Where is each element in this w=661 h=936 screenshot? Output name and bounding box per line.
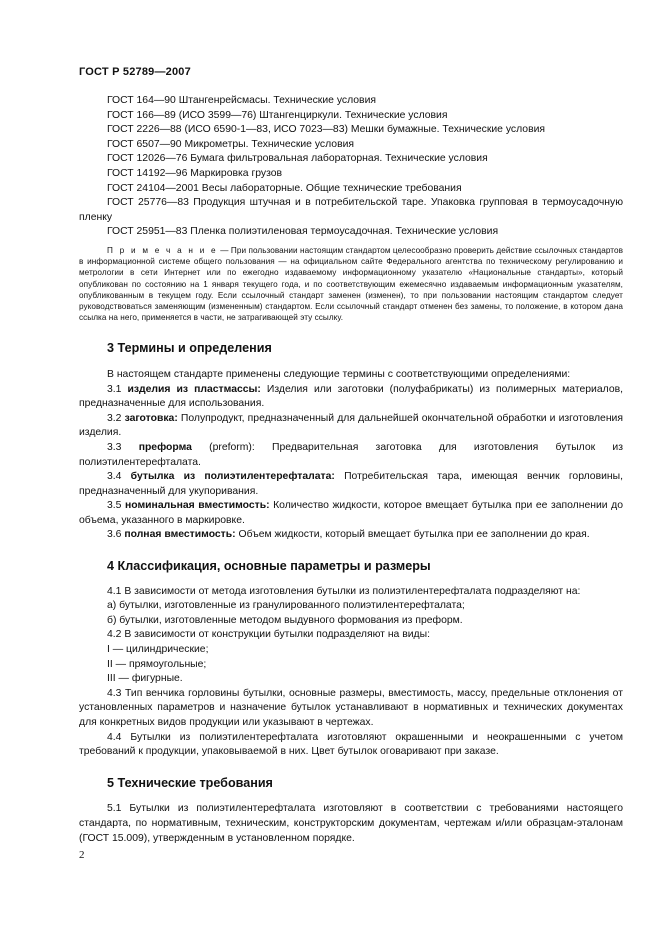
reference-item: ГОСТ 25951—83 Пленка полиэтиленовая термоусадочная. Технические условия (107, 226, 499, 238)
note-label: П р и м е ч а н и е (107, 245, 218, 255)
clause-4-2-iii: III — фигурные. (107, 673, 183, 685)
normative-references-list (79, 94, 623, 240)
clause-4-4: 4.4 Бутылки из полиэтилентерефталата изготовляют окрашенными и неокрашенными с учетом требований к продукции, упаковываемой в них. Цвет бутылок оговаривают при заказе. (79, 731, 623, 758)
section-3-intro: В настоящем стандарте применены следующие термины с соответствующими определениями: (107, 368, 571, 380)
clause-4-1-b: б) бутылки, изготовленные методом выдувного формования из преформ. (107, 614, 463, 626)
term-3-4: 3.4 бутылка из полиэтилентерефталата: Потребительская тара, имеющая венчик горловины, предназначенный для укупоривания. (79, 471, 623, 497)
reference-item: ГОСТ 14192—96 Маркировка грузов (107, 167, 283, 179)
note-text: — При пользовании настоящим стандартом целесообразно проверить действие ссылочных стандартов в информационной системе общего пользования — на официальном сайте Федерального агентства по техническому регулированию и метрологии в сети Интернет или по ежегодно издаваемому информационному указателю «Национальные стандарты», который опубликован по состоянию на 1 января текущего года, и по соответствующим ежемесячно издаваемым информационным указателям, опубликованным в текущем году. Если ссылочный стандарт заменен (изменен), то при пользовании настоящим стандартом следует руководствоваться заменяющим (измененным) стандартом. Если ссылочный стандарт отменен без замены, то положение, в котором дана ссылка на него, применяется в части, не затрагивающей эту ссылку. (79, 245, 623, 323)
reference-item: ГОСТ 25776—83 Продукция штучная и в потребительской таре. Упаковка групповая в термоусадочную пленку (79, 197, 623, 223)
term-3-2: 3.2 заготовка: Полупродукт, предназначенный для дальнейшей окончательной обработки и изготовления изделия. (79, 412, 623, 439)
clause-5-1: 5.1 Бутылки из полиэтилентерефталата изготовляют в соответствии с требованиями настоящего стандарта, по нормативным, техническим, конструкторским документам, чертежам и/или образцам-эталонам (ГОСТ 15.009), утвержденным в установленном порядке. (79, 803, 623, 844)
section-5-title: 5 Технические требования (107, 775, 273, 790)
reference-item: ГОСТ 164—90 Штангенрейсмасы. Технические условия (107, 95, 377, 106)
term-3-5: 3.5 номинальная вместимость: Количество жидкости, которое вмещает бутылка при ее заполнении до объема, указанного в маркировке. (79, 500, 623, 526)
clause-4-2: 4.2 В зависимости от конструкции бутылки подразделяют на виды: (107, 629, 430, 641)
clause-4-1: 4.1 В зависимости от метода изготовления бутылки из полиэтилентерефталата подразделяют на: (107, 585, 581, 597)
note-paragraph (79, 245, 623, 323)
section-4-title: 4 Классификация, основные параметры и размеры (107, 559, 431, 574)
reference-item: ГОСТ 6507—90 Микрометры. Технические условия (107, 138, 355, 150)
term-3-1: 3.1 изделия из пластмассы: Изделия или заготовки (полуфабрикаты) из полимерных материалов, предназначенные для использования. (79, 383, 624, 410)
reference-item: ГОСТ 2226—88 (ИСО 6590-1—83, ИСО 7023—83) Мешки бумажные. Технические условия (107, 124, 546, 136)
document-body (79, 94, 623, 846)
clause-4-2-ii: II — прямоугольные; (107, 658, 207, 670)
clause-4-1-a: а) бутылки, изготовленные из гранулированного полиэтилентерефталата; (107, 600, 465, 612)
term-3-6: 3.6 полная вместимость: Объем жидкости, который вмещает бутылка при ее заполнении до края. (107, 529, 590, 541)
reference-item: ГОСТ 166—89 (ИСО 3599—76) Штангенциркули. Технические условия (107, 109, 448, 121)
reference-item: ГОСТ 24104—2001 Весы лабораторные. Общие технические требования (107, 182, 462, 194)
reference-item: ГОСТ 12026—76 Бумага фильтровальная лабораторная. Технические условия (107, 153, 488, 165)
section-3-title: 3 Термины и определения (107, 341, 272, 356)
document-header: ГОСТ Р 52789—2007 (79, 66, 191, 78)
page-number: 2 (79, 849, 85, 861)
clause-4-3: 4.3 Тип венчика горловины бутылки, основные размеры, вместимость, массу, предельные отклонения от установленных параметров и назначение бутылок устанавливают в нормативных и технических документах для конкретных видов продукции или указывают в чертежах. (79, 687, 623, 729)
clause-4-2-i: I — цилиндрические; (107, 644, 209, 656)
term-3-3: 3.3 преформа (preform): Предварительная заготовка для изготовления бутылок из полиэтилентерефталата. (79, 441, 623, 468)
